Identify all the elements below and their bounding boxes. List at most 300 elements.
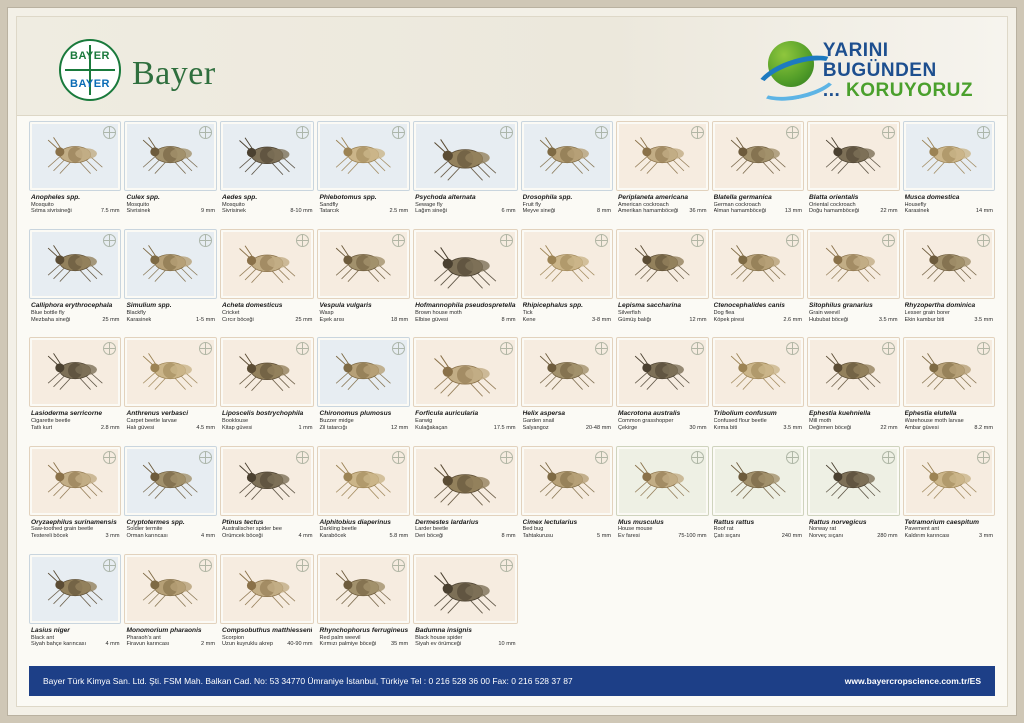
species-scientific-name: Aedes spp. bbox=[221, 194, 258, 201]
species-stamp[interactable] bbox=[124, 554, 217, 624]
species-scientific-name: Lepisma saccharina bbox=[618, 302, 682, 310]
bayer-logo-bottom-text: BAYER bbox=[70, 78, 110, 90]
postmark-icon bbox=[500, 559, 513, 572]
species-stamp[interactable] bbox=[317, 121, 410, 191]
species-stamp[interactable] bbox=[413, 446, 517, 516]
species-common-name: Sewage fly bbox=[415, 201, 443, 208]
species-turkish-name: Örümcek böceği bbox=[221, 532, 263, 539]
species-card[interactable] bbox=[521, 337, 613, 441]
species-label bbox=[29, 191, 121, 215]
species-stamp[interactable] bbox=[220, 554, 315, 624]
species-scientific-name: Anthrenus verbasci bbox=[126, 410, 189, 418]
species-size: 1 mm bbox=[298, 424, 313, 431]
species-common-name: Tick bbox=[522, 309, 533, 316]
species-turkish-name: Lağım sineği bbox=[415, 208, 447, 215]
species-label bbox=[903, 191, 995, 215]
species-label bbox=[413, 191, 517, 215]
species-size: 10 mm bbox=[498, 641, 516, 648]
species-card[interactable] bbox=[29, 121, 121, 225]
species-common-name: Blackfly bbox=[126, 309, 146, 316]
species-card[interactable] bbox=[124, 554, 217, 658]
species-card[interactable] bbox=[712, 229, 804, 333]
species-scientific-name: Acheta domesticus bbox=[221, 302, 283, 310]
species-turkish-name: Karasinek bbox=[126, 316, 152, 323]
species-size: 17.5 mm bbox=[493, 424, 516, 431]
species-size: 8-10 mm bbox=[290, 208, 313, 215]
postmark-icon bbox=[977, 451, 990, 464]
species-card[interactable] bbox=[807, 337, 900, 441]
species-common-name: Common grasshopper bbox=[618, 418, 674, 425]
species-label bbox=[712, 299, 804, 323]
species-stamp[interactable] bbox=[807, 337, 900, 407]
species-card[interactable] bbox=[616, 121, 709, 225]
species-scientific-name: Periplaneta americana bbox=[618, 194, 689, 201]
species-common-name: Oriental cockroach bbox=[809, 201, 856, 208]
species-scientific-name: Blatta orientalis bbox=[809, 194, 859, 201]
species-scientific-name: Phlebotomus spp. bbox=[319, 194, 377, 201]
species-common-name: Mosquito bbox=[126, 201, 150, 208]
slogan-line-2: BUGÜNDEN bbox=[822, 59, 937, 81]
bayer-logo-top-text: BAYER bbox=[70, 50, 110, 62]
species-label bbox=[124, 191, 217, 215]
species-size: 1-5 mm bbox=[196, 316, 215, 323]
species-card[interactable] bbox=[124, 121, 217, 225]
species-label bbox=[413, 516, 517, 540]
species-label bbox=[124, 407, 217, 431]
species-turkish-name: Doğu hamamböceği bbox=[809, 208, 860, 215]
species-scientific-name: Hofmannophila pseudospretella bbox=[415, 302, 516, 310]
species-scientific-name: Helix aspersa bbox=[522, 410, 566, 418]
species-stamp[interactable] bbox=[616, 229, 709, 299]
species-card[interactable] bbox=[712, 337, 804, 441]
species-label bbox=[317, 191, 410, 215]
poster-header bbox=[17, 17, 1007, 116]
postmark-icon bbox=[199, 559, 212, 572]
species-scientific-name: Rhyzopertha dominica bbox=[904, 302, 976, 310]
species-stamp[interactable] bbox=[521, 229, 613, 299]
footer-website[interactable]: www.bayercropscience.com.tr/ES bbox=[844, 676, 981, 686]
species-size: 30 mm bbox=[689, 424, 707, 431]
species-card[interactable] bbox=[712, 121, 804, 225]
poster-footer bbox=[29, 666, 995, 696]
poster bbox=[8, 8, 1016, 715]
species-stamp[interactable] bbox=[220, 121, 315, 191]
species-turkish-name: Kaldırım karıncası bbox=[904, 532, 950, 539]
species-card[interactable] bbox=[616, 229, 709, 333]
species-common-name: Cricket bbox=[221, 309, 240, 316]
species-common-name: Garden snail bbox=[522, 418, 555, 425]
species-turkish-name: Kitap güvesi bbox=[221, 424, 253, 431]
species-common-name: Mosquito bbox=[221, 201, 245, 208]
species-scientific-name: Dermestes lardarius bbox=[415, 518, 479, 526]
species-size: 40-90 mm bbox=[287, 641, 313, 648]
species-label bbox=[29, 407, 121, 431]
species-card[interactable] bbox=[903, 446, 995, 550]
species-label bbox=[807, 407, 900, 431]
species-common-name: Mosquito bbox=[31, 201, 54, 208]
species-card[interactable] bbox=[317, 554, 410, 658]
species-common-name: Pharaoh's ant bbox=[126, 634, 161, 641]
species-scientific-name: Cryptotermes spp. bbox=[126, 518, 185, 526]
species-card[interactable] bbox=[317, 229, 410, 333]
species-card[interactable] bbox=[124, 446, 217, 550]
species-size: 75-100 mm bbox=[678, 532, 707, 539]
species-turkish-name: Zil tatarcığı bbox=[319, 424, 348, 431]
species-turkish-name: Karaböcek bbox=[319, 532, 347, 539]
species-turkish-name: Kulağakaçan bbox=[415, 424, 448, 431]
species-turkish-name: Gümüş balığı bbox=[618, 316, 652, 323]
species-label bbox=[903, 516, 995, 540]
species-card[interactable] bbox=[807, 229, 900, 333]
species-card[interactable] bbox=[712, 446, 804, 550]
species-scientific-name: Rhipicephalus spp. bbox=[522, 302, 583, 310]
species-stamp[interactable] bbox=[124, 337, 217, 407]
species-scientific-name: Monomorium pharaonis bbox=[126, 626, 202, 634]
species-scientific-name: Tetramorium caespitum bbox=[904, 518, 980, 526]
species-label bbox=[220, 299, 315, 323]
species-card[interactable] bbox=[521, 446, 613, 550]
species-size: 35 mm bbox=[391, 641, 409, 648]
species-card[interactable] bbox=[220, 121, 315, 225]
species-stamp[interactable] bbox=[807, 229, 900, 299]
species-card[interactable] bbox=[521, 121, 613, 225]
species-stamp[interactable] bbox=[317, 446, 410, 516]
species-stamp[interactable] bbox=[712, 229, 804, 299]
species-scientific-name: Psychoda alternata bbox=[415, 194, 476, 201]
species-label bbox=[521, 191, 613, 215]
species-stamp[interactable] bbox=[220, 446, 315, 516]
species-common-name: Saw-toothed grain beetle bbox=[31, 526, 94, 533]
species-stamp[interactable] bbox=[124, 229, 217, 299]
species-stamp[interactable] bbox=[124, 121, 217, 191]
species-common-name: Sandfly bbox=[319, 201, 339, 208]
species-stamp[interactable] bbox=[317, 554, 410, 624]
species-card[interactable] bbox=[807, 121, 900, 225]
species-turkish-name: Orman karıncası bbox=[126, 532, 168, 539]
bayer-logo-icon bbox=[59, 39, 121, 101]
species-stamp[interactable] bbox=[521, 121, 613, 191]
species-size: 36 mm bbox=[689, 208, 707, 215]
species-turkish-name: Cırcır böceği bbox=[221, 316, 254, 323]
postmark-icon bbox=[786, 126, 799, 139]
species-turkish-name: Çatı sıçanı bbox=[713, 532, 741, 539]
species-stamp[interactable] bbox=[413, 121, 517, 191]
species-scientific-name: Musca domestica bbox=[904, 194, 960, 201]
species-label bbox=[317, 624, 410, 648]
species-stamp[interactable] bbox=[521, 337, 613, 407]
species-turkish-name: Ekin kambur biti bbox=[904, 316, 945, 323]
species-scientific-name: Ptinus tectus bbox=[221, 518, 264, 526]
species-size: 22 mm bbox=[880, 208, 898, 215]
species-scientific-name: Forficula auricularia bbox=[415, 410, 479, 418]
slogan bbox=[823, 41, 973, 101]
species-size: 5 mm bbox=[597, 532, 612, 539]
species-scientific-name: Blatella germanica bbox=[713, 194, 772, 201]
species-size: 8.2 mm bbox=[974, 424, 993, 431]
species-label bbox=[29, 299, 121, 323]
species-common-name: Norway rat bbox=[809, 526, 837, 533]
species-common-name: Darkling beetle bbox=[319, 526, 357, 533]
species-stamp[interactable] bbox=[807, 121, 900, 191]
species-stamp[interactable] bbox=[29, 554, 121, 624]
species-label bbox=[29, 516, 121, 540]
species-common-name: Booklouse bbox=[221, 418, 249, 425]
species-common-name: Pavement ant bbox=[904, 526, 940, 533]
slogan-line-3: KORUYORUZ bbox=[846, 79, 973, 101]
species-size: 8 mm bbox=[597, 208, 612, 215]
species-turkish-name: Elbise güvesi bbox=[415, 316, 449, 323]
species-label bbox=[124, 299, 217, 323]
species-common-name: Mill moth bbox=[809, 418, 832, 425]
species-turkish-name: Halı güvesi bbox=[126, 424, 155, 431]
species-turkish-name: Tahtakurusu bbox=[522, 532, 554, 539]
species-stamp[interactable] bbox=[807, 446, 900, 516]
species-turkish-name: Sivrisinek bbox=[126, 208, 151, 215]
species-turkish-name: Deri böceği bbox=[415, 532, 444, 539]
postmark-icon bbox=[977, 126, 990, 139]
species-label bbox=[616, 407, 709, 431]
species-turkish-name: Salyangoz bbox=[522, 424, 549, 431]
species-scientific-name: Ctenocephalides canis bbox=[713, 302, 785, 310]
species-common-name: Australischer spider bee bbox=[221, 526, 282, 533]
species-turkish-name: Ev faresi bbox=[618, 532, 640, 539]
species-size: 18 mm bbox=[391, 316, 409, 323]
species-turkish-name: Sıtma sivrisineği bbox=[31, 208, 72, 215]
postmark-icon bbox=[882, 451, 895, 464]
footer-address: Bayer Türk Kimya San. Ltd. Şti. FSM Mah. Balkan Cad. No: 53 34770 Ümraniye İstanbul, Türkiye Tel : 0 216 528 36 00 Fax: 0 216 528 37 87 bbox=[43, 676, 573, 686]
slogan-line-1: YARINI bbox=[822, 40, 889, 61]
species-scientific-name: Drosophila spp. bbox=[522, 194, 573, 201]
species-turkish-name: Kene bbox=[522, 316, 536, 323]
species-turkish-name: Kırmızı palmiye böceği bbox=[319, 641, 377, 648]
species-size: 6 mm bbox=[501, 208, 516, 215]
postmark-icon bbox=[500, 126, 513, 139]
postmark-icon bbox=[786, 451, 799, 464]
species-stamp[interactable] bbox=[29, 121, 121, 191]
species-stamp[interactable] bbox=[124, 446, 217, 516]
species-stamp[interactable] bbox=[616, 337, 709, 407]
species-card[interactable] bbox=[413, 121, 517, 225]
species-card[interactable] bbox=[413, 554, 517, 658]
species-size: 4.5 mm bbox=[196, 424, 215, 431]
species-scientific-name: Rattus rattus bbox=[713, 518, 755, 526]
species-card[interactable] bbox=[616, 446, 709, 550]
species-label bbox=[413, 299, 517, 323]
postmark-icon bbox=[595, 126, 608, 139]
species-scientific-name: Tribolium confusum bbox=[713, 410, 777, 418]
species-stamp[interactable] bbox=[712, 121, 804, 191]
species-label bbox=[124, 624, 217, 648]
species-card[interactable] bbox=[807, 446, 900, 550]
species-size: 22 mm bbox=[880, 424, 898, 431]
species-card[interactable] bbox=[29, 446, 121, 550]
species-card[interactable] bbox=[29, 337, 121, 441]
species-card[interactable] bbox=[616, 337, 709, 441]
species-label bbox=[521, 407, 613, 431]
species-card[interactable] bbox=[29, 229, 121, 333]
species-size: 3.5 mm bbox=[783, 424, 802, 431]
poster-inner bbox=[16, 16, 1008, 707]
species-turkish-name: Siyah bahçe karıncası bbox=[31, 641, 87, 648]
species-common-name: Earwig bbox=[415, 418, 433, 425]
species-label bbox=[616, 299, 709, 323]
species-scientific-name: Sitophilus granarius bbox=[809, 302, 873, 310]
species-size: 280 mm bbox=[877, 532, 898, 539]
species-turkish-name: Ambar güvesi bbox=[904, 424, 939, 431]
species-stamp[interactable] bbox=[413, 337, 517, 407]
species-stamp[interactable] bbox=[903, 446, 995, 516]
species-card[interactable] bbox=[903, 121, 995, 225]
species-label bbox=[413, 407, 517, 431]
species-size: 3 mm bbox=[105, 532, 120, 539]
species-scientific-name: Alphitobius diaperinus bbox=[319, 518, 391, 526]
species-card[interactable] bbox=[220, 337, 315, 441]
species-card[interactable] bbox=[413, 337, 517, 441]
species-size: 8 mm bbox=[501, 316, 516, 323]
species-stamp[interactable] bbox=[521, 446, 613, 516]
slogan-dots: ... bbox=[822, 79, 847, 101]
species-card[interactable] bbox=[413, 446, 517, 550]
species-turkish-name: Değirmen böceği bbox=[809, 424, 852, 431]
postmark-icon bbox=[882, 126, 895, 139]
species-size: 2.5 mm bbox=[389, 208, 409, 215]
species-stamp[interactable] bbox=[413, 554, 517, 624]
species-turkish-name: Tatarcık bbox=[319, 208, 340, 215]
species-scientific-name: Ephestia kuehniella bbox=[809, 410, 871, 418]
species-size: 12 mm bbox=[391, 424, 409, 431]
species-size: 5.8 mm bbox=[389, 532, 409, 539]
species-size: 240 mm bbox=[781, 532, 802, 539]
species-label bbox=[616, 191, 709, 215]
postmark-icon bbox=[882, 342, 895, 355]
species-scientific-name: Badumna insignis bbox=[415, 626, 472, 634]
species-card[interactable] bbox=[317, 446, 410, 550]
species-label bbox=[220, 407, 315, 431]
species-scientific-name: Rattus norvegicus bbox=[809, 518, 867, 526]
species-turkish-name: Karasinek bbox=[904, 208, 930, 215]
species-stamp[interactable] bbox=[413, 229, 517, 299]
species-label bbox=[413, 624, 517, 648]
species-stamp[interactable] bbox=[29, 337, 121, 407]
species-turkish-name: Sivrisinek bbox=[221, 208, 246, 215]
species-label bbox=[903, 407, 995, 431]
postmark-icon bbox=[882, 234, 895, 247]
species-stamp[interactable] bbox=[29, 229, 121, 299]
globe-icon bbox=[754, 39, 832, 99]
species-turkish-name: Uzun kuyruklu akrep bbox=[221, 641, 273, 648]
species-stamp[interactable] bbox=[220, 337, 315, 407]
species-turkish-name: Firavun karıncası bbox=[126, 641, 170, 648]
species-common-name: German cockroach bbox=[713, 201, 761, 208]
species-stamp[interactable] bbox=[903, 121, 995, 191]
species-scientific-name: Lasioderma serricorne bbox=[31, 410, 103, 418]
species-label bbox=[807, 299, 900, 323]
species-scientific-name: Rhynchophorus ferrugineus bbox=[319, 626, 409, 634]
species-scientific-name: Oryzaephilus surinamensis bbox=[31, 518, 117, 526]
species-stamp[interactable] bbox=[903, 337, 995, 407]
species-card[interactable] bbox=[220, 446, 315, 550]
species-label bbox=[317, 299, 410, 323]
postmark-icon bbox=[500, 342, 513, 355]
species-turkish-name: Mezbaha sineği bbox=[31, 316, 71, 323]
species-card[interactable] bbox=[521, 229, 613, 333]
species-stamp[interactable] bbox=[712, 446, 804, 516]
species-size: 4 mm bbox=[105, 641, 120, 648]
species-label bbox=[712, 191, 804, 215]
species-common-name: Dog flea bbox=[713, 309, 735, 316]
postmark-icon bbox=[500, 234, 513, 247]
species-size: 4 mm bbox=[298, 532, 313, 539]
species-turkish-name: Testereli böcek bbox=[31, 532, 69, 539]
species-stamp[interactable] bbox=[616, 446, 709, 516]
postmark-icon bbox=[500, 451, 513, 464]
species-size: 2.6 mm bbox=[783, 316, 802, 323]
species-card[interactable] bbox=[29, 554, 121, 658]
species-size: 9 mm bbox=[201, 208, 215, 215]
species-label bbox=[807, 191, 900, 215]
species-card[interactable] bbox=[220, 554, 315, 658]
species-size: 7.5 mm bbox=[100, 208, 120, 215]
species-stamp[interactable] bbox=[29, 446, 121, 516]
species-label bbox=[220, 516, 315, 540]
species-card[interactable] bbox=[903, 337, 995, 441]
species-stamp[interactable] bbox=[712, 337, 804, 407]
species-card[interactable] bbox=[220, 229, 315, 333]
species-turkish-name: Hububat böceği bbox=[809, 316, 849, 323]
species-size: 8 mm bbox=[501, 532, 516, 539]
species-label bbox=[521, 516, 613, 540]
species-common-name: Grain weevil bbox=[809, 309, 840, 316]
species-stamp[interactable] bbox=[220, 229, 315, 299]
species-stamp[interactable] bbox=[317, 229, 410, 299]
species-turkish-name: Köpek piresi bbox=[713, 316, 745, 323]
species-size: 12 mm bbox=[689, 316, 707, 323]
species-size: 20-48 mm bbox=[585, 424, 612, 431]
species-turkish-name: Siyah ev örümceği bbox=[415, 641, 462, 648]
species-common-name: Bed bug bbox=[522, 526, 544, 533]
species-scientific-name: Cimex lectularius bbox=[522, 518, 578, 526]
species-label bbox=[317, 407, 410, 431]
species-stamp[interactable] bbox=[317, 337, 410, 407]
species-label bbox=[29, 624, 121, 648]
species-label bbox=[712, 407, 804, 431]
species-size: 3-8 mm bbox=[592, 316, 612, 323]
species-common-name: Larder beetle bbox=[415, 526, 449, 533]
species-card[interactable] bbox=[317, 121, 410, 225]
species-scientific-name: Vespula vulgaris bbox=[319, 302, 372, 310]
species-common-name: House mouse bbox=[618, 526, 653, 533]
species-common-name: Fruit fly bbox=[522, 201, 541, 208]
species-common-name: Lesser grain borer bbox=[904, 309, 950, 316]
species-size: 13 mm bbox=[784, 208, 802, 215]
species-stamp[interactable] bbox=[616, 121, 709, 191]
species-common-name: Buzzer midge bbox=[319, 418, 354, 425]
species-card[interactable] bbox=[413, 229, 517, 333]
species-turkish-name: Çekirge bbox=[618, 424, 638, 431]
species-card[interactable] bbox=[124, 229, 217, 333]
species-turkish-name: Norveç sıçanı bbox=[809, 532, 844, 539]
postmark-icon bbox=[199, 451, 212, 464]
species-card[interactable] bbox=[903, 229, 995, 333]
species-stamp[interactable] bbox=[903, 229, 995, 299]
species-card[interactable] bbox=[124, 337, 217, 441]
species-size: 3.5 mm bbox=[878, 316, 898, 323]
species-label bbox=[903, 299, 995, 323]
species-size: 3 mm bbox=[979, 532, 993, 539]
species-common-name: Black house spider bbox=[415, 634, 463, 641]
species-card[interactable] bbox=[317, 337, 410, 441]
species-scientific-name: Calliphora erythrocephala bbox=[31, 302, 113, 310]
